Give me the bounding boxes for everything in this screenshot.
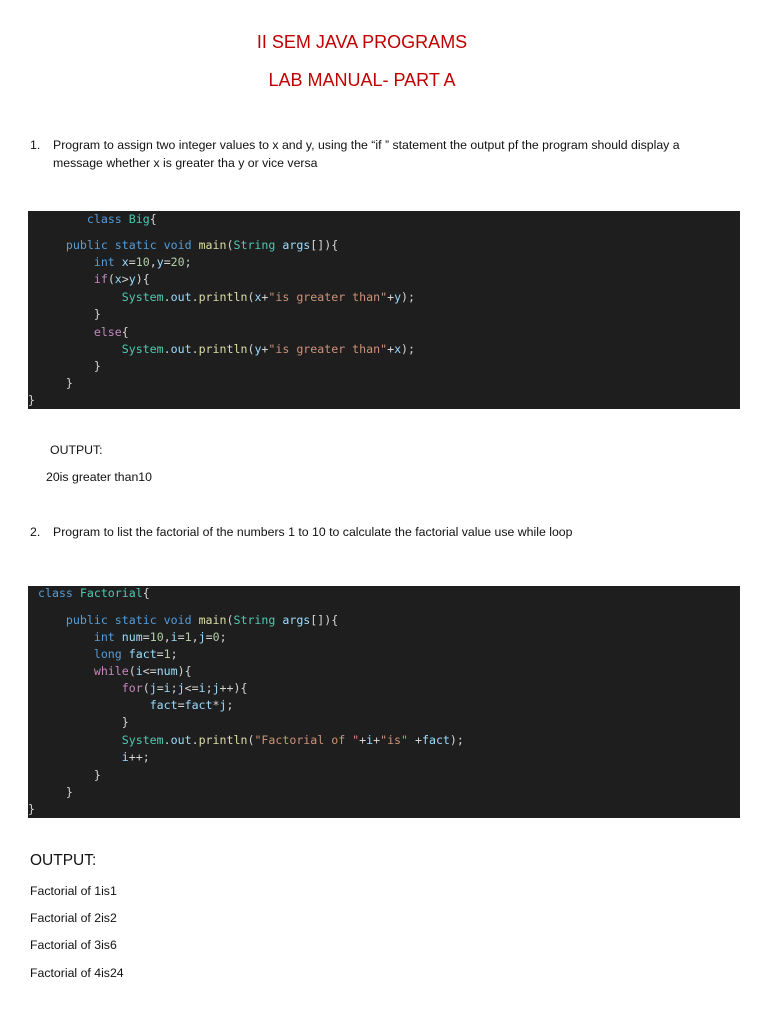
code-token: {: [121, 325, 129, 339]
code-line: [38, 680, 247, 696]
code-token: (: [226, 238, 234, 252]
program-description-continued: message whether x is greater tha y or vice versa: [53, 156, 318, 170]
code-token: if: [93, 272, 108, 286]
code-line: [38, 306, 101, 322]
code-line: [28, 801, 35, 817]
code-token: .: [191, 342, 199, 356]
code-token: [108, 613, 115, 627]
code-token: =: [156, 647, 164, 661]
code-token: =: [177, 698, 185, 712]
code-token: i: [366, 733, 374, 747]
code-token: 1: [163, 647, 171, 661]
code-token: +: [387, 290, 395, 304]
code-line: [38, 324, 129, 340]
code-token: Big: [128, 212, 150, 226]
page-subtitle: LAB MANUAL- PART A: [268, 70, 456, 90]
code-token: j: [212, 681, 220, 695]
code-line: [38, 732, 464, 748]
code-line: [38, 697, 233, 713]
code-token: ;: [219, 630, 227, 644]
code-token: +: [261, 290, 269, 304]
code-token: }: [28, 802, 35, 816]
code-line: [38, 237, 338, 253]
code-token: args: [282, 613, 311, 627]
code-token: [73, 586, 80, 600]
code-token: ;: [226, 698, 234, 712]
code-token: [192, 613, 199, 627]
code-token: .: [191, 290, 199, 304]
code-token: i: [163, 681, 171, 695]
code-token: num: [156, 664, 178, 678]
code-token: System: [121, 290, 164, 304]
page-title: II SEM JAVA PROGRAMS: [256, 32, 468, 52]
output-label: OUTPUT:: [30, 852, 97, 869]
item-number: 1.: [30, 138, 41, 152]
code-token: int: [93, 255, 115, 269]
code-token: main: [198, 613, 227, 627]
code-token: );: [401, 342, 416, 356]
code-token: while: [93, 664, 129, 678]
code-token: y: [128, 272, 136, 286]
code-line: [38, 767, 101, 783]
output-value: 20is greater than10: [46, 470, 152, 484]
code-token: ){: [177, 664, 192, 678]
code-line: [38, 254, 192, 270]
code-token: =: [163, 255, 171, 269]
code-token: [122, 212, 129, 226]
code-token: i: [135, 664, 143, 678]
code-line: [38, 612, 338, 628]
code-token: 10: [149, 630, 164, 644]
code-token: main: [198, 238, 227, 252]
output-line: Factorial of 3is6: [30, 938, 117, 952]
code-token: }: [65, 785, 73, 799]
program-description: Program to list the factorial of the numbers 1 to 10 to calculate the factorial value use while loop: [53, 525, 573, 539]
code-token: +: [387, 342, 395, 356]
code-token: +: [373, 733, 381, 747]
code-token: .: [163, 342, 171, 356]
program-description: Program to assign two integer values to x and y, using the “if ” statement the output pf the program should display a: [53, 138, 680, 152]
code-token: int: [93, 630, 115, 644]
code-line: [38, 358, 101, 374]
code-token: fact: [421, 733, 450, 747]
code-token: {: [142, 586, 150, 600]
code-token: .: [163, 733, 171, 747]
code-token: }: [121, 715, 129, 729]
code-token: =: [205, 630, 213, 644]
code-line: [28, 392, 35, 408]
code-line: [38, 663, 192, 679]
code-token: static: [114, 613, 157, 627]
code-token: j: [149, 681, 157, 695]
code-token: fact: [128, 647, 157, 661]
code-token: String: [233, 238, 276, 252]
code-token: (: [247, 290, 255, 304]
code-token: 1: [184, 630, 192, 644]
code-token: [115, 255, 122, 269]
output-label: OUTPUT:: [50, 443, 103, 457]
code-token: +: [359, 733, 367, 747]
code-token: (: [128, 664, 136, 678]
code-token: ;: [170, 681, 178, 695]
code-token: =: [156, 681, 164, 695]
code-token: +: [408, 733, 422, 747]
code-token: .: [163, 290, 171, 304]
item-number: 2.: [30, 525, 41, 539]
code-token: ){: [135, 272, 150, 286]
code-token: }: [93, 768, 101, 782]
code-token: =: [128, 255, 136, 269]
code-token: =: [142, 630, 150, 644]
code-token: public: [65, 613, 108, 627]
code-token: [157, 238, 164, 252]
code-token: .: [191, 733, 199, 747]
code-line: [38, 375, 73, 391]
code-token: j: [219, 698, 227, 712]
code-token: class: [38, 586, 73, 600]
code-token: println: [198, 290, 248, 304]
code-token: ++){: [219, 681, 248, 695]
code-token: }: [93, 307, 101, 321]
code-token: >: [121, 272, 129, 286]
code-token: else: [93, 325, 122, 339]
code-token: <=: [184, 681, 199, 695]
code-token: =: [177, 630, 185, 644]
code-line: [38, 714, 129, 730]
code-token: num: [121, 630, 143, 644]
code-token: void: [163, 613, 192, 627]
code-token: j: [198, 630, 206, 644]
code-line: [38, 784, 73, 800]
code-line: [38, 585, 150, 601]
code-token: []){: [310, 238, 339, 252]
code-token: fact: [184, 698, 213, 712]
code-token: ++;: [128, 750, 150, 764]
code-token: x: [254, 290, 262, 304]
code-token: (: [247, 342, 255, 356]
code-token: i: [170, 630, 178, 644]
code-token: y: [156, 255, 164, 269]
code-token: [192, 238, 199, 252]
code-token: "is greater than": [268, 342, 388, 356]
code-token: y: [394, 290, 402, 304]
code-token: System: [121, 342, 164, 356]
code-token: public: [65, 238, 108, 252]
code-token: +: [261, 342, 269, 356]
code-token: ,: [191, 630, 199, 644]
code-token: class: [86, 212, 122, 226]
code-line: [38, 211, 157, 227]
code-token: out: [170, 290, 192, 304]
code-token: (: [247, 733, 255, 747]
code-token: long: [93, 647, 122, 661]
code-token: 20: [170, 255, 185, 269]
code-token: [108, 238, 115, 252]
code-block: [28, 211, 740, 409]
code-token: void: [163, 238, 192, 252]
code-token: println: [198, 342, 248, 356]
code-token: i: [121, 750, 129, 764]
code-token: [122, 647, 129, 661]
code-token: out: [170, 733, 192, 747]
code-token: [157, 613, 164, 627]
code-token: "Factorial of ": [254, 733, 360, 747]
code-token: }: [93, 359, 101, 373]
code-token: (: [107, 272, 115, 286]
code-token: );: [401, 290, 416, 304]
code-line: [38, 749, 150, 765]
code-token: []){: [310, 613, 339, 627]
code-block: [28, 586, 740, 818]
code-token: System: [121, 733, 164, 747]
output-line: Factorial of 2is2: [30, 911, 117, 925]
code-token: j: [177, 681, 185, 695]
code-token: out: [170, 342, 192, 356]
code-token: "is greater than": [268, 290, 388, 304]
code-token: fact: [149, 698, 178, 712]
code-token: Factorial: [79, 586, 143, 600]
code-token: x: [114, 272, 122, 286]
code-token: static: [114, 238, 157, 252]
code-token: [115, 630, 122, 644]
code-token: 0: [212, 630, 220, 644]
code-token: "is": [380, 733, 409, 747]
code-token: x: [394, 342, 402, 356]
code-token: x: [121, 255, 129, 269]
code-line: [38, 629, 227, 645]
code-token: y: [254, 342, 262, 356]
output-line: Factorial of 1is1: [30, 884, 117, 898]
code-token: String: [233, 613, 276, 627]
code-token: {: [149, 212, 157, 226]
code-line: [38, 646, 178, 662]
code-token: *: [212, 698, 220, 712]
code-token: ,: [149, 255, 157, 269]
code-token: args: [282, 238, 311, 252]
code-token: }: [28, 393, 35, 407]
code-token: ;: [184, 255, 192, 269]
code-token: }: [65, 376, 73, 390]
code-line: [38, 271, 150, 287]
code-line: [38, 341, 415, 357]
code-token: for: [121, 681, 143, 695]
code-token: ;: [205, 681, 213, 695]
code-token: i: [198, 681, 206, 695]
code-token: 10: [135, 255, 150, 269]
code-line: [38, 289, 415, 305]
code-token: (: [226, 613, 234, 627]
code-token: ;: [170, 647, 178, 661]
code-token: <=: [142, 664, 157, 678]
code-token: (: [142, 681, 150, 695]
code-token: ,: [163, 630, 171, 644]
output-line: Factorial of 4is24: [30, 966, 124, 980]
code-token: println: [198, 733, 248, 747]
code-token: );: [449, 733, 464, 747]
